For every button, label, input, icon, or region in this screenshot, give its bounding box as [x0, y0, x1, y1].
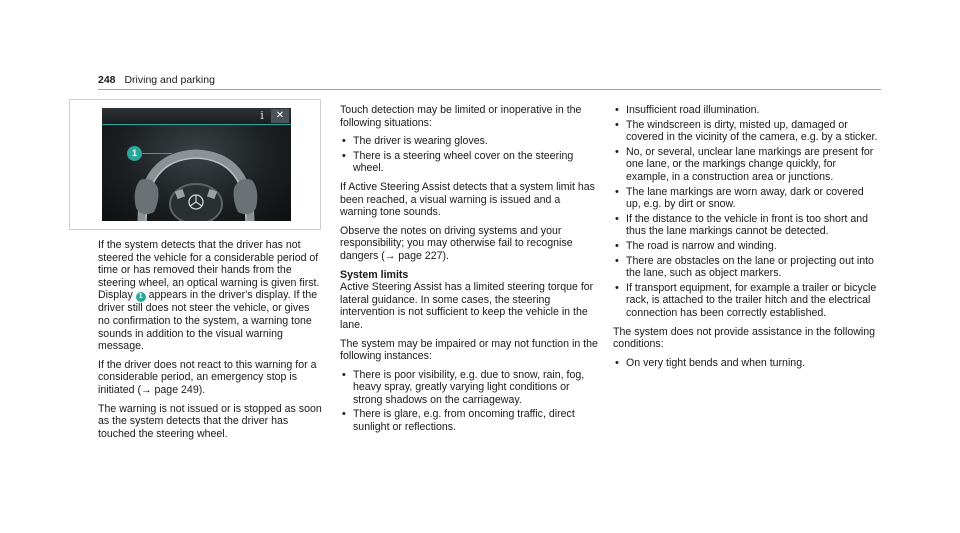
impaired-list — [340, 369, 600, 434]
display-screen — [102, 108, 291, 221]
page-number: 248 — [98, 74, 116, 86]
column-right — [613, 104, 881, 375]
paragraph-impaired: The system may be impaired or may not function in the following instances: — [340, 337, 598, 363]
list-item: • If the distance to the vehicle in front is too short and thus the lane markings cannot be detected. — [613, 213, 881, 238]
list-item: • No, or several, unclear lane markings are present for one lane, or the markings change quickly, for example, in a construction area or junctions. — [613, 146, 881, 184]
paragraph-system-limit: If Active Steering Assist detects that a system limit has been reached, a visual warning is issued and a warning tone sounds. — [340, 180, 595, 219]
info-icon: i — [260, 109, 264, 122]
paragraph-observe-notes: Observe the notes on driving systems and your responsibility; you may otherwise fail to recognise dangers (→ page 227). — [340, 224, 573, 262]
paragraph-warning — [98, 239, 324, 353]
list-item: • If transport equipment, for example a trailer or bicycle rack, is attached to the trailer hitch and the electrical connection has been correctly established. — [613, 282, 881, 320]
section-title: Driving and parking — [124, 74, 215, 86]
paragraph-no-assistance: The system does not provide assistance in the following conditions: — [613, 325, 876, 351]
paragraph-warning-part1: If the system detects that the driver has not steered the vehicle for a considerable period of time or has removed their hands from the steering wheel, an optical warning is given first. Display — [98, 239, 320, 302]
close-icon: ✕ — [271, 109, 289, 123]
list-item: • On very tight bends and when turning. — [613, 357, 881, 370]
list-item: • The road is narrow and winding. — [613, 240, 881, 253]
column-left — [98, 239, 324, 446]
impaired-list-continued — [613, 104, 881, 320]
callout-marker: 1 — [127, 146, 142, 161]
list-item: • There is a steering wheel cover on the steering wheel. — [340, 150, 600, 175]
list-item: • There are obstacles on the lane or projecting out into the lane, such as object markers. — [613, 255, 881, 280]
list-item: • Insufficient road illumination. — [613, 104, 881, 117]
left-hand — [135, 179, 159, 214]
list-item: • The windscreen is dirty, misted up, damaged or covered in the vicinity of the camera, e.g. by a sticker. — [613, 119, 881, 144]
list-item: • There is glare, e.g. from oncoming traffic, direct sunlight or reflections. — [340, 408, 600, 433]
list-item: • There is poor visibility, e.g. due to snow, rain, fog, heavy spray, greatly varying light conditions or strong shadows on the carriageway. — [340, 369, 600, 407]
column-middle — [340, 104, 600, 440]
display-accent-line — [102, 124, 291, 125]
list-item: • The lane markings are worn away, dark or covered up, e.g. by dirt or snow. — [613, 186, 881, 211]
header-rule — [98, 89, 881, 90]
page-header — [98, 74, 215, 86]
list-item: • The driver is wearing gloves. — [340, 135, 600, 148]
paragraph-emergency-stop: If the driver does not react to this warning for a considerable period, an emergency stop is initiated (→ page 249). — [98, 358, 317, 396]
touch-detection-list — [340, 135, 600, 175]
right-hand — [234, 179, 258, 214]
steering-wheel-figure — [69, 99, 321, 230]
no-assistance-list — [613, 357, 881, 370]
paragraph-warning-part2: appears in the driver's display. If the driver still does not steer the vehicle, or gives no confirmation to the system, a warning tone sounds in addition to the visual warning message. — [98, 289, 318, 353]
paragraph-touch-detection: Touch detection may be limited or inoperative in the following situations: — [340, 104, 582, 129]
paragraph-steering-torque: Active Steering Assist has a limited steering torque for lateral guidance. In some cases, the steering intervention is not sufficient to keep the vehicle in the lane. — [340, 281, 594, 331]
callout-line — [142, 153, 172, 154]
paragraph-warning-stopped: The warning is not issued or is stopped as soon as the system detects that the driver has touched the steering wheel. — [98, 402, 322, 440]
heading-system-limits: System limits — [340, 268, 409, 281]
display-callout-badge: 1 — [136, 292, 146, 302]
